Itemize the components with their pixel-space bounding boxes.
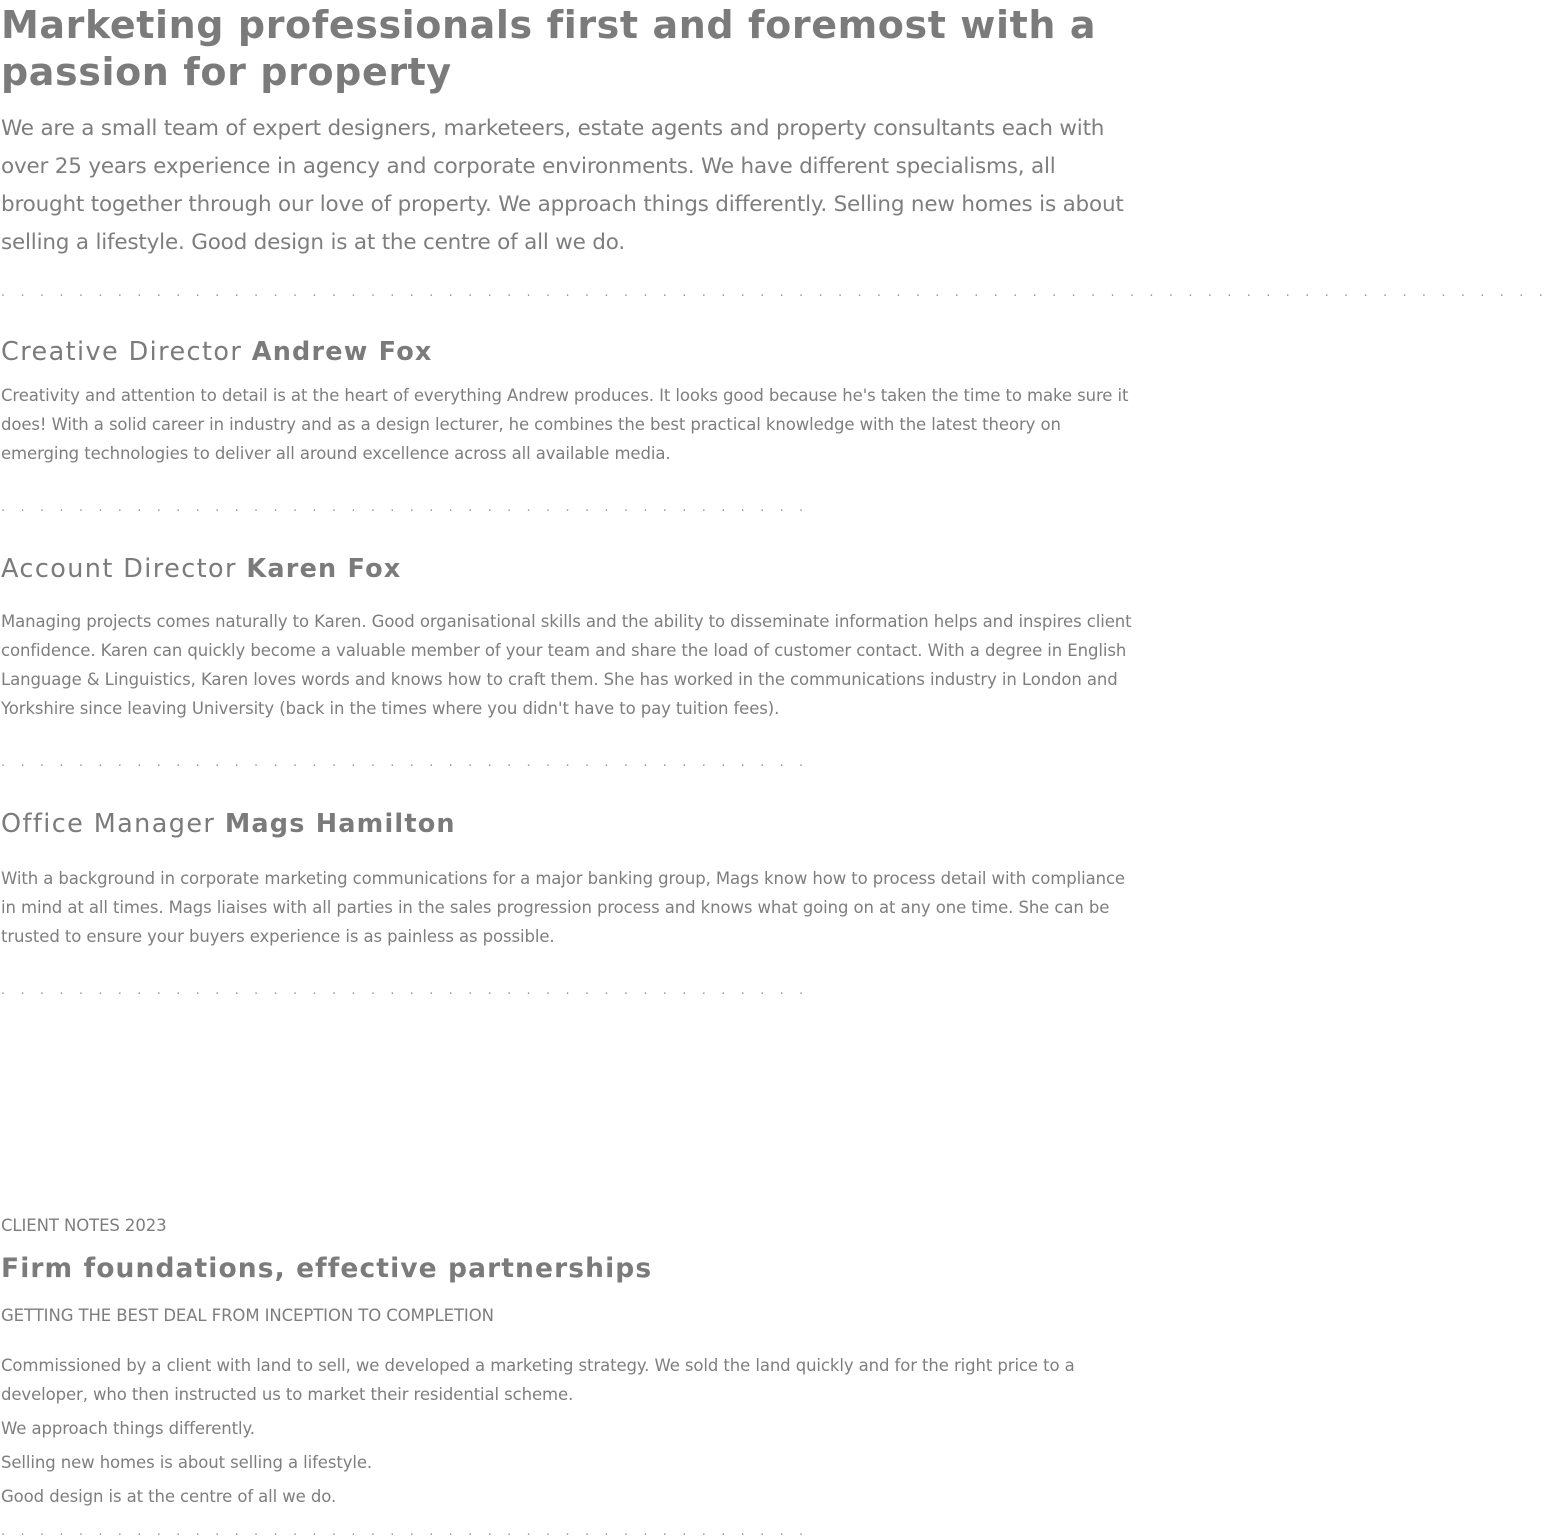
team-member-role: Account Director — [1, 554, 237, 584]
team-member-karen-fox — [1, 552, 1135, 770]
team-member-bio: Creativity and attention to detail is at the heart of everything Andrew produces. It looks good because he's taken the time to make sure it does! With a solid career in industry and as a design lecturer, he combines the best practical knowledge with the latest theory on emerging technologies to deliver all around excellence across all available media. — [1, 386, 1129, 463]
section-divider: . . . . . . . . . . . . . . . . . . . . . . . . . . . . . . . . . . . . . . . . . . . . . . . . . . . . . . . . . . . . . . . . . . . . . . . . . . . . . . . . — [1, 285, 1548, 300]
team-member-heading — [1, 807, 1135, 841]
notes-line: Selling new homes is about selling a lifestyle. — [1, 1453, 373, 1472]
team-member-heading — [1, 335, 1135, 369]
intro-paragraph: We are a small team of expert designers, marketeers, estate agents and property consultants each with over 25 years experience in agency and corporate environments. We have different specialisms, all brought together through our love of property. We approach things differently. Selling new homes is about selling a lifestyle. Good design is at the centre of all we do. — [1, 116, 1124, 255]
team-member-name: Karen Fox — [246, 554, 402, 584]
section-divider: . . . . . . . . . . . . . . . . . . . . . . . . . . . . . . . . . . . . . . . . . . — [1, 500, 809, 515]
notes-paragraph: Commissioned by a client with land to sell, we developed a marketing strategy. We sold the land quickly and for the right price to a developer, who then instructed us to market their residential scheme. — [1, 1356, 1075, 1404]
page-title: Marketing professionals first and foremost with a passion for property — [1, 3, 1097, 94]
section-divider: . . . . . . . . . . . . . . . . . . . . . . . . . . . . . . . . . . . . . . . . . . — [1, 755, 809, 770]
team-member-role: Creative Director — [1, 337, 243, 367]
section-subheading: GETTING THE BEST DEAL FROM INCEPTION TO COMPLETION — [1, 1306, 494, 1325]
team-member-name: Andrew Fox — [251, 337, 433, 367]
team-member-bio: Managing projects comes naturally to Karen. Good organisational skills and the ability to disseminate information helps and inspires client confidence. Karen can quickly become a valuable member of your team and share the load of customer contact. With a degree in English Language & Linguistics, Karen loves words and knows how to craft them. She has worked in the communications industry in London and Yorkshire since leaving University (back in the times where you didn't have to pay tuition fees). — [1, 612, 1132, 718]
section-eyebrow: CLIENT NOTES 2023 — [1, 1216, 167, 1235]
section-divider: . . . . . . . . . . . . . . . . . . . . . . . . . . . . . . . . . . . . . . . . . . — [1, 1524, 809, 1539]
team-member-name: Mags Hamilton — [224, 809, 456, 839]
page-content — [1, 0, 1548, 1539]
team-member-andrew-fox — [1, 335, 1135, 515]
section-divider: . . . . . . . . . . . . . . . . . . . . . . . . . . . . . . . . . . . . . . . . . . — [1, 983, 809, 998]
notes-line: We approach things differently. — [1, 1419, 255, 1438]
team-member-heading — [1, 552, 1135, 586]
team-member-mags-hamilton — [1, 807, 1135, 998]
section-title: Firm foundations, effective partnerships — [1, 1253, 653, 1284]
team-member-role: Office Manager — [1, 809, 216, 839]
team-member-bio: With a background in corporate marketing communications for a major banking group, Mags know how to process detail with compliance in mind at all times. Mags liaises with all parties in the sales progression process and knows what going on at any one time. She can be trusted to ensure your buyers experience is as painless as possible. — [1, 869, 1125, 946]
notes-line: Good design is at the centre of all we do. — [1, 1487, 337, 1506]
client-notes-section — [1, 1211, 1135, 1539]
